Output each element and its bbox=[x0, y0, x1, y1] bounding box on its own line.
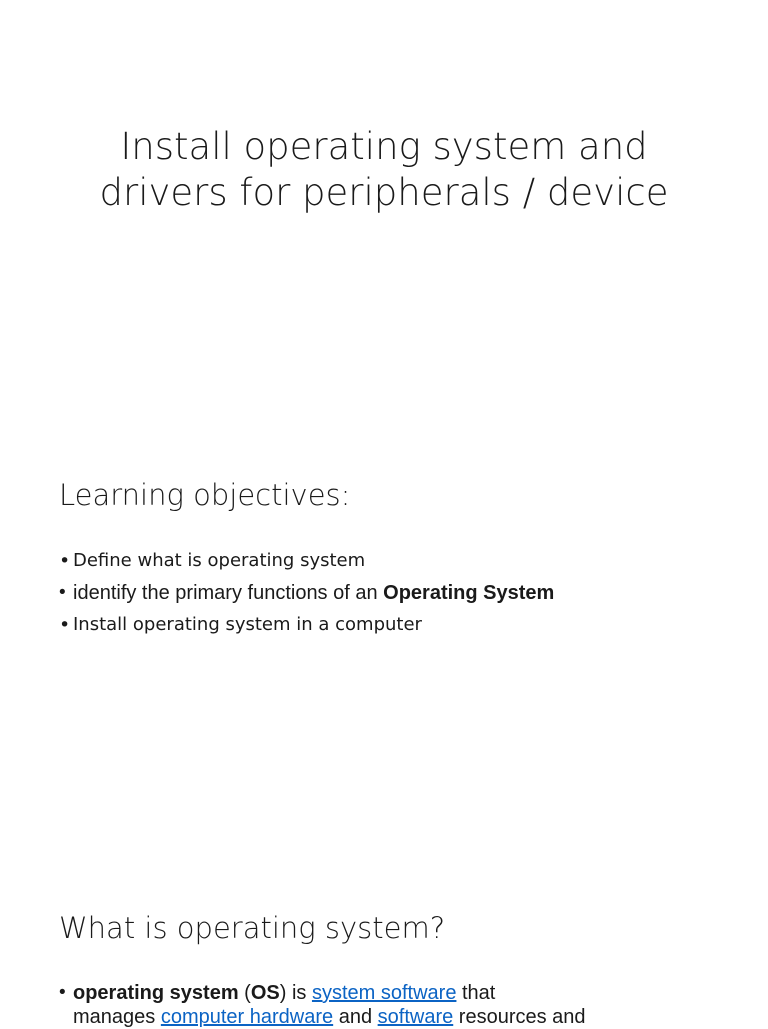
bullet-icon: • bbox=[59, 982, 66, 1003]
list-item bbox=[59, 577, 554, 609]
bullet-icon: • bbox=[59, 614, 71, 636]
text-fragment: resources and bbox=[453, 1006, 586, 1028]
slide-title-line-1: Install operating system and bbox=[120, 125, 648, 168]
what-is-os-heading: What is operating system? bbox=[59, 911, 446, 945]
list-item bbox=[59, 545, 554, 577]
computer-hardware-link[interactable]: computer hardware bbox=[160, 1006, 334, 1028]
system-software-link[interactable]: system software bbox=[311, 982, 457, 1004]
learning-objectives-heading: Learning objectives: bbox=[59, 478, 351, 512]
list-item-text: Install operating system in a computer bbox=[73, 614, 422, 635]
term-os-abbr: OS bbox=[250, 982, 280, 1004]
bullet-icon: • bbox=[59, 550, 71, 572]
list-item bbox=[59, 981, 586, 1029]
slide-title bbox=[0, 124, 768, 216]
text-fragment: and bbox=[333, 1006, 378, 1028]
term-os: operating system bbox=[73, 982, 239, 1004]
list-item bbox=[59, 609, 554, 641]
list-item-bold-text: Operating System bbox=[383, 582, 555, 604]
bullet-icon: • bbox=[59, 582, 66, 603]
list-item-text: Define what is operating system bbox=[73, 550, 366, 571]
slide-title-line-2: drivers for peripherals / device bbox=[99, 171, 669, 214]
text-fragment: that bbox=[456, 982, 496, 1004]
list-item-text: identify the primary functions of an bbox=[73, 582, 384, 604]
learning-objectives-list bbox=[59, 545, 554, 641]
what-is-os-list bbox=[59, 981, 586, 1029]
software-link[interactable]: software bbox=[377, 1006, 454, 1028]
text-fragment: ) is bbox=[279, 982, 312, 1004]
text-fragment: manages bbox=[73, 1006, 161, 1028]
text-fragment: ( bbox=[238, 982, 251, 1004]
